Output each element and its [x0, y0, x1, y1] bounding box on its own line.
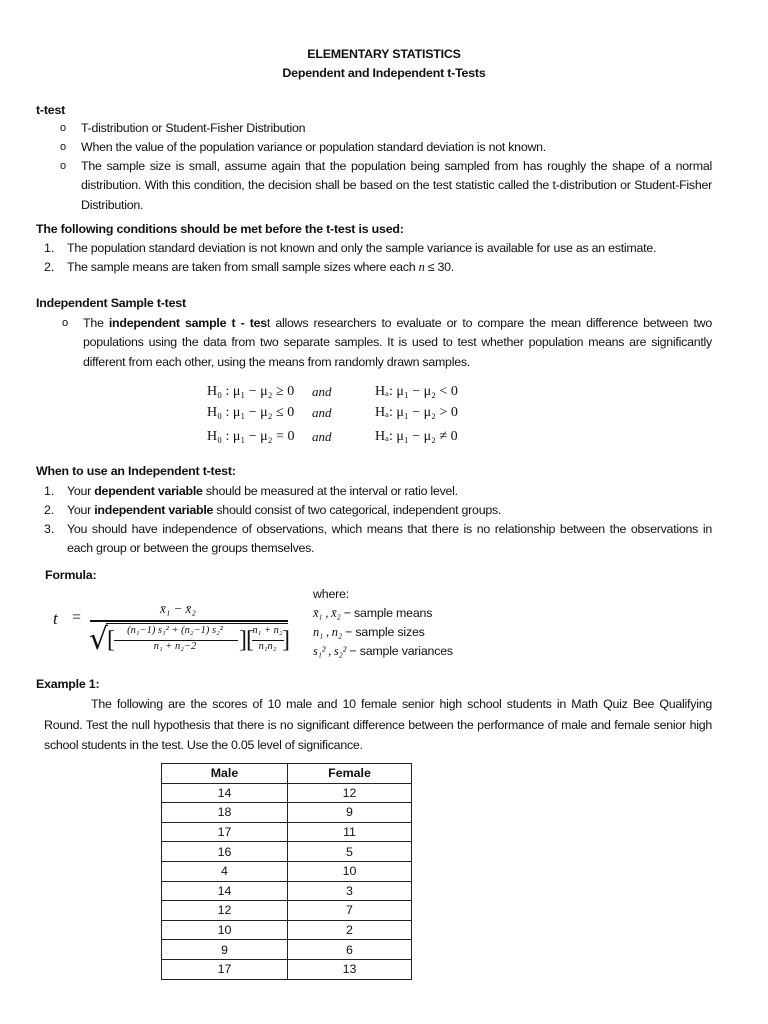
cell-female: 13 [288, 959, 412, 979]
text-part: Your [67, 503, 95, 517]
scores-table [161, 763, 412, 980]
conjunction: and [312, 405, 332, 420]
table-header-row [162, 764, 412, 784]
example-paragraph: The following are the scores of 10 male and 10 female senior high school students in Math Quiz Bee Qualifying Round. Test the null hypothesis that there is no significant difference between the performance of male and female senior high school students in the test. Use the 0.05 level of significance. [44, 697, 712, 752]
hypothesis-row [207, 384, 477, 405]
section-heading-ttest: t-test [36, 103, 66, 117]
cell-female: 3 [288, 881, 412, 901]
bold-term: dependent variable [94, 484, 203, 498]
alt-hypothesis: Hₐ: μ₁ − μ₂ > 0 [375, 405, 458, 420]
bullet-circle-icon: o [60, 141, 67, 153]
denom-left-num: (n₁−1) s₁² + (n₂−1) s₂² [127, 625, 223, 636]
where-desc: − sample sizes [341, 625, 425, 639]
bullet-text: T-distribution or Student-Fisher Distribution [81, 121, 306, 135]
table-row [162, 940, 412, 960]
bracket-left: [ [107, 627, 115, 653]
formula-legend [313, 585, 513, 661]
where-symbol: x̄₁ , x̄₂ [313, 606, 341, 620]
section-heading-formula: Formula: [45, 568, 97, 582]
null-hypothesis: H₀ : μ₁ − μ₂ ≤ 0 [207, 405, 295, 420]
section-heading-independent: Independent Sample t-test [36, 296, 186, 310]
where-item [313, 623, 513, 642]
item-text [67, 482, 712, 501]
where-label: where: [313, 587, 349, 601]
conjunction: and [312, 429, 332, 444]
bullet-circle-icon: o [62, 317, 69, 329]
section-heading-example: Example 1: [36, 677, 100, 691]
where-desc: − sample means [340, 606, 433, 620]
when-item [44, 501, 712, 520]
bracket-right: ] [239, 627, 247, 653]
table-row [162, 861, 412, 881]
where-item [313, 604, 513, 623]
ttest-bullet [60, 138, 712, 157]
item-number: 2. [44, 260, 55, 274]
column-header-female: Female [288, 764, 412, 784]
table-row [162, 959, 412, 979]
text-part: The [83, 316, 109, 330]
bold-term: independent variable [94, 503, 214, 517]
bold-term: independent sample t - tes [108, 316, 267, 330]
hypotheses-block [207, 384, 477, 450]
item-number: 3. [44, 522, 55, 536]
math-n: n [418, 260, 425, 274]
item-number: 1. [44, 484, 55, 498]
where-item [313, 642, 513, 661]
when-item [44, 482, 712, 501]
cell-male: 17 [162, 822, 288, 842]
hypothesis-row [207, 429, 477, 450]
when-item [44, 520, 712, 559]
table-row [162, 901, 412, 921]
hypothesis-row [207, 405, 477, 429]
table-row [162, 822, 412, 842]
cell-male: 16 [162, 842, 288, 862]
bullet-circle-icon: o [60, 122, 67, 134]
cell-female: 11 [288, 822, 412, 842]
sqrt-bar [106, 623, 288, 624]
section-heading-conditions: The following conditions should be met before the t-test is used: [36, 222, 404, 236]
cell-female: 2 [288, 920, 412, 940]
cell-male: 14 [162, 783, 288, 803]
item-text-part: The sample means are taken from small sample sizes where each [67, 260, 419, 274]
cell-male: 9 [162, 940, 288, 960]
cell-male: 4 [162, 861, 288, 881]
conjunction: and [312, 384, 332, 399]
item-text-part: ≤ 30. [424, 260, 454, 274]
bullet-text: The sample size is small, assume again that the population being sampled from has roughly the shape of a normal distribution. With this condition, the decision shall be based on the test statistic called the t-distribution or Student-Fisher Distribution. [81, 159, 712, 212]
denom-right-num: n₁ + n₂ [252, 625, 283, 636]
t-formula [50, 595, 290, 665]
item-number: 2. [44, 503, 55, 517]
cell-female: 7 [288, 901, 412, 921]
cell-male: 10 [162, 920, 288, 940]
condition-item [44, 239, 712, 258]
main-fraction-bar [90, 620, 288, 622]
independent-bullet [62, 314, 712, 372]
ttest-bullet [60, 119, 712, 138]
alt-hypothesis: Hₐ: μ₁ − μ₂ ≠ 0 [375, 429, 458, 444]
alt-hypothesis: Hₐ: μ₁ − μ₂ < 0 [375, 384, 458, 399]
denom-right-den: n₁n₂ [258, 641, 277, 652]
bullet-circle-icon: o [60, 160, 67, 172]
section-heading-when-to-use: When to use an Independent t-test: [36, 464, 236, 478]
text-part: should be measured at the interval or ratio level. [202, 484, 458, 498]
item-text: The population standard deviation is not known and only the sample variance is available for use as an estimate. [67, 241, 657, 255]
cell-male: 14 [162, 881, 288, 901]
column-header-male: Male [162, 764, 288, 784]
text-part: should consist of two categorical, independent groups. [213, 503, 502, 517]
cell-male: 12 [162, 901, 288, 921]
table-row [162, 920, 412, 940]
cell-male: 18 [162, 803, 288, 823]
denom-left-den: n₁ + n₂−2 [153, 641, 197, 652]
where-symbol: s₁² , s₂² [313, 644, 347, 658]
where-desc: − sample variances [346, 644, 453, 658]
document-subtitle: Dependent and Independent t-Tests [282, 66, 486, 80]
table-row [162, 803, 412, 823]
formula-lhs: t [53, 609, 58, 628]
cell-female: 9 [288, 803, 412, 823]
where-symbol: n₁ , n₂ [313, 625, 342, 639]
cell-female: 10 [288, 861, 412, 881]
null-hypothesis: H₀ : μ₁ − μ₂ ≥ 0 [207, 384, 295, 399]
cell-female: 12 [288, 783, 412, 803]
bullet-text [83, 314, 712, 372]
text-part: t allows researchers to evaluate or to compare the mean difference between two populations using the data from two separate samples. It is used to test whether population means are significantly different from each other, using the means from randomly drawn samples. [83, 316, 712, 369]
cell-female: 6 [288, 940, 412, 960]
formula-equals: = [72, 609, 82, 626]
table-row [162, 842, 412, 862]
item-text: You should have independence of observations, which means that there is no relationship between the observations in each group or between the groups themselves. [67, 522, 712, 556]
condition-item [44, 258, 712, 277]
cell-female: 5 [288, 842, 412, 862]
cell-male: 17 [162, 959, 288, 979]
table-row [162, 881, 412, 901]
null-hypothesis: H₀ : μ₁ − μ₂ = 0 [207, 429, 295, 444]
formula-numerator: x̄₁ − x̄₂ [160, 601, 196, 616]
document-course-title: ELEMENTARY STATISTICS [307, 47, 461, 61]
bracket-left: [ [246, 627, 254, 653]
bracket-right: ] [282, 627, 290, 653]
item-number: 1. [44, 241, 55, 255]
table-row [162, 783, 412, 803]
ttest-bullet [60, 157, 712, 215]
item-text [67, 258, 712, 277]
text-part: Your [67, 484, 95, 498]
sqrt-icon: √ [89, 622, 109, 657]
bullet-text: When the value of the population variance or population standard deviation is not known. [81, 140, 546, 154]
item-text [67, 501, 712, 520]
